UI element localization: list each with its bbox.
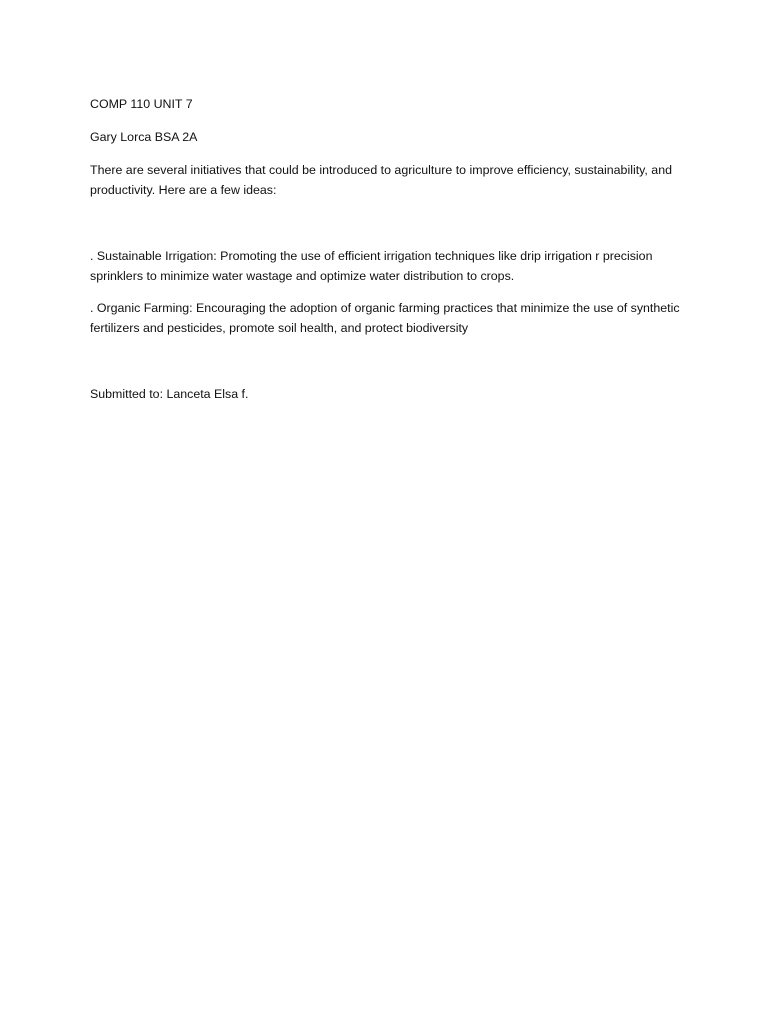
idea-organic-farming: . Organic Farming: Encouraging the adoption of organic farming practices that minimize the use of synthetic fertilizers and pesticides, promote soil health, and protect biodiversity [90,301,680,335]
idea-sustainable-irrigation: . Sustainable Irrigation: Promoting the use of efficient irrigation techniques like drip irrigation r precision sprinklers to minimize water wastage and optimize water distribution to crops. [90,249,653,283]
intro-paragraph: There are several initiatives that could be introduced to agriculture to improve efficiency, sustainability, and productivity. Here are a few ideas: [90,163,672,197]
submitted-to-line: Submitted to: Lanceta Elsa f. [90,387,249,401]
document-heading: COMP 110 UNIT 7 [90,97,193,111]
author-line: Gary Lorca BSA 2A [90,130,198,144]
document-body [90,94,690,404]
